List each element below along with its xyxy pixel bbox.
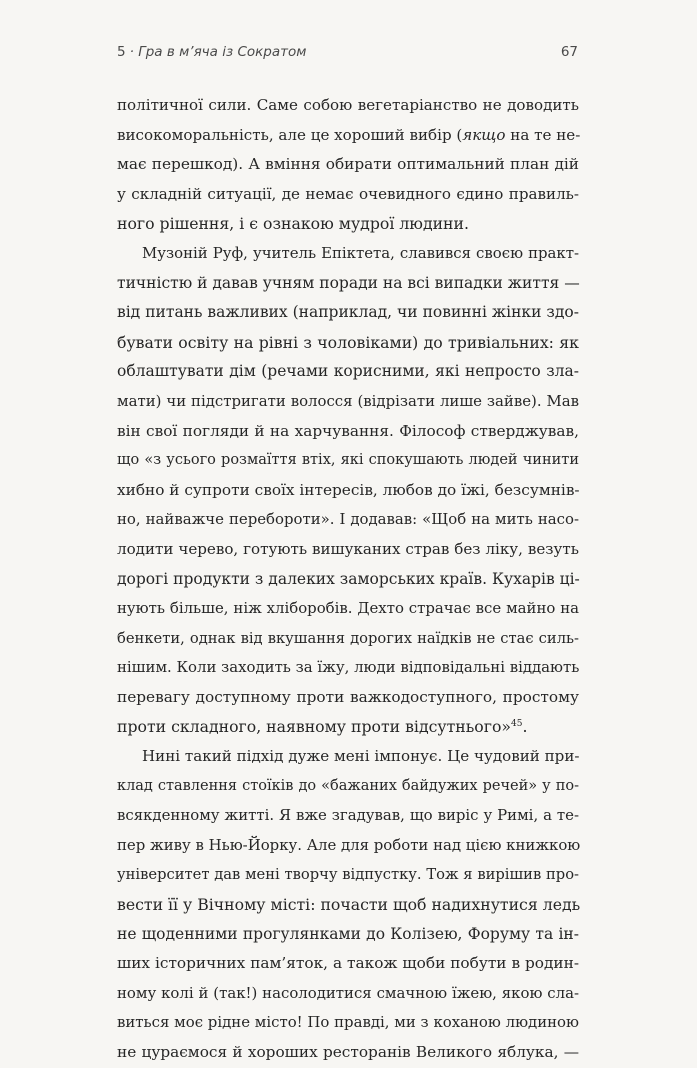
- text-line: бувати освіту на рівні з чоловіками) до тривіальних: як: [117, 332, 579, 352]
- text-line: Нині такий підхід дуже мені імпонує. Це чудовий при-: [142, 747, 580, 766]
- text-line: лодити черево, готують вишуканих страв без ліку, везуть: [117, 539, 579, 558]
- paragraph-2: [117, 239, 579, 742]
- text-line: що «з усього розмаїття втіх, які спокушають людей чинити: [117, 452, 579, 469]
- text-line: вести її у Вічному місті: почасти щоб надихнутися ледь: [117, 895, 581, 915]
- text-line: не щоденними прогулянками до Колізею, Форуму та ін-: [117, 924, 579, 943]
- text-line-part: високоморальність, але це хороший вибір (: [117, 125, 463, 144]
- text-line: дорогі продукти з далеких заморських країв. Кухарів ці-: [117, 569, 580, 588]
- text-line: всякденному житті. Я вже згадував, що виріс у Римі, а те-: [117, 806, 579, 825]
- text-line: має перешкод). А вміння обирати оптимальний план дій: [117, 155, 579, 174]
- text-line: ших історичних пам’яток, а також щоби побути в родин-: [117, 954, 579, 973]
- text-line: мати) чи підстригати волосся (відрізати лише зайве). Мав: [117, 391, 579, 410]
- text-line: облаштувати дім (речами корисними, які непросто зла-: [117, 362, 579, 381]
- chapter-separator: ·: [129, 44, 134, 60]
- text-line: [117, 121, 579, 151]
- text-line: він свої погляди й на харчування. Філософ стверджував,: [117, 421, 579, 440]
- body-text: [117, 91, 579, 1068]
- text-line: хибно й супроти своїх інтересів, любов до їжі, безсумнів-: [117, 480, 580, 499]
- running-head: [117, 44, 578, 60]
- emphasis-word: якщо: [462, 125, 506, 144]
- chapter-number: 5: [117, 44, 126, 60]
- text-line: у складній ситуації, де немає очевидного єдино правиль-: [117, 184, 579, 203]
- text-line: ному колі й (так!) насолодитися смачною їжею, якою сла-: [117, 983, 579, 1002]
- text-line: [117, 712, 579, 742]
- footnote-reference[interactable]: 45: [511, 719, 523, 730]
- text-line: нішим. Коли заходить за їжу, люди відповідальні віддають: [117, 658, 580, 677]
- paragraph-1: [117, 91, 579, 239]
- text-line: університет дав мені творчу відпустку. Тож я вирішив про-: [117, 866, 579, 884]
- text-line: клад ставлення стоїків до «бажаних байдужих речей» у по-: [117, 777, 579, 794]
- text-line: виться моє рідне місто! По правді, ми з коханою людиною: [117, 1013, 579, 1032]
- text-line: тичністю й давав учням поради на всі випадки життя —: [117, 273, 580, 292]
- chapter-heading: [117, 44, 306, 60]
- text-line: політичної сили. Саме собою вегетаріанство не доводить: [117, 96, 579, 114]
- text-line: но, найважче перебороти». І додавав: «Щоб на мить насо-: [117, 510, 579, 529]
- text-line-part: .: [522, 717, 528, 737]
- text-line-part: проти складного, наявному проти відсутнього»: [117, 717, 511, 737]
- text-line: нують більше, ніж хліборобів. Дехто страчає все майно на: [117, 599, 579, 618]
- text-line-part: на те не-: [505, 125, 581, 144]
- chapter-title: Гра в м’яча із Сократом: [138, 44, 307, 60]
- text-line: Музоній Руф, учитель Епіктета, славився своєю практ-: [142, 243, 579, 262]
- text-line: перевагу доступному проти важкодоступного, простому: [117, 687, 579, 706]
- text-line: ного рішення, і є ознакою мудрої людини.: [117, 214, 469, 234]
- text-line: пер живу в Нью-Йорку. Але для роботи над цією книжкою: [117, 835, 581, 854]
- page-number: 67: [560, 44, 578, 60]
- text-line: не цураємося й хороших ресторанів Великого яблука, —: [117, 1043, 579, 1061]
- text-line: від питань важливих (наприклад, чи повинні жінки здо-: [117, 303, 579, 322]
- text-line: бенкети, однак від вкушання дорогих наїдків не стає силь-: [117, 629, 579, 647]
- paragraph-3: [117, 742, 579, 1068]
